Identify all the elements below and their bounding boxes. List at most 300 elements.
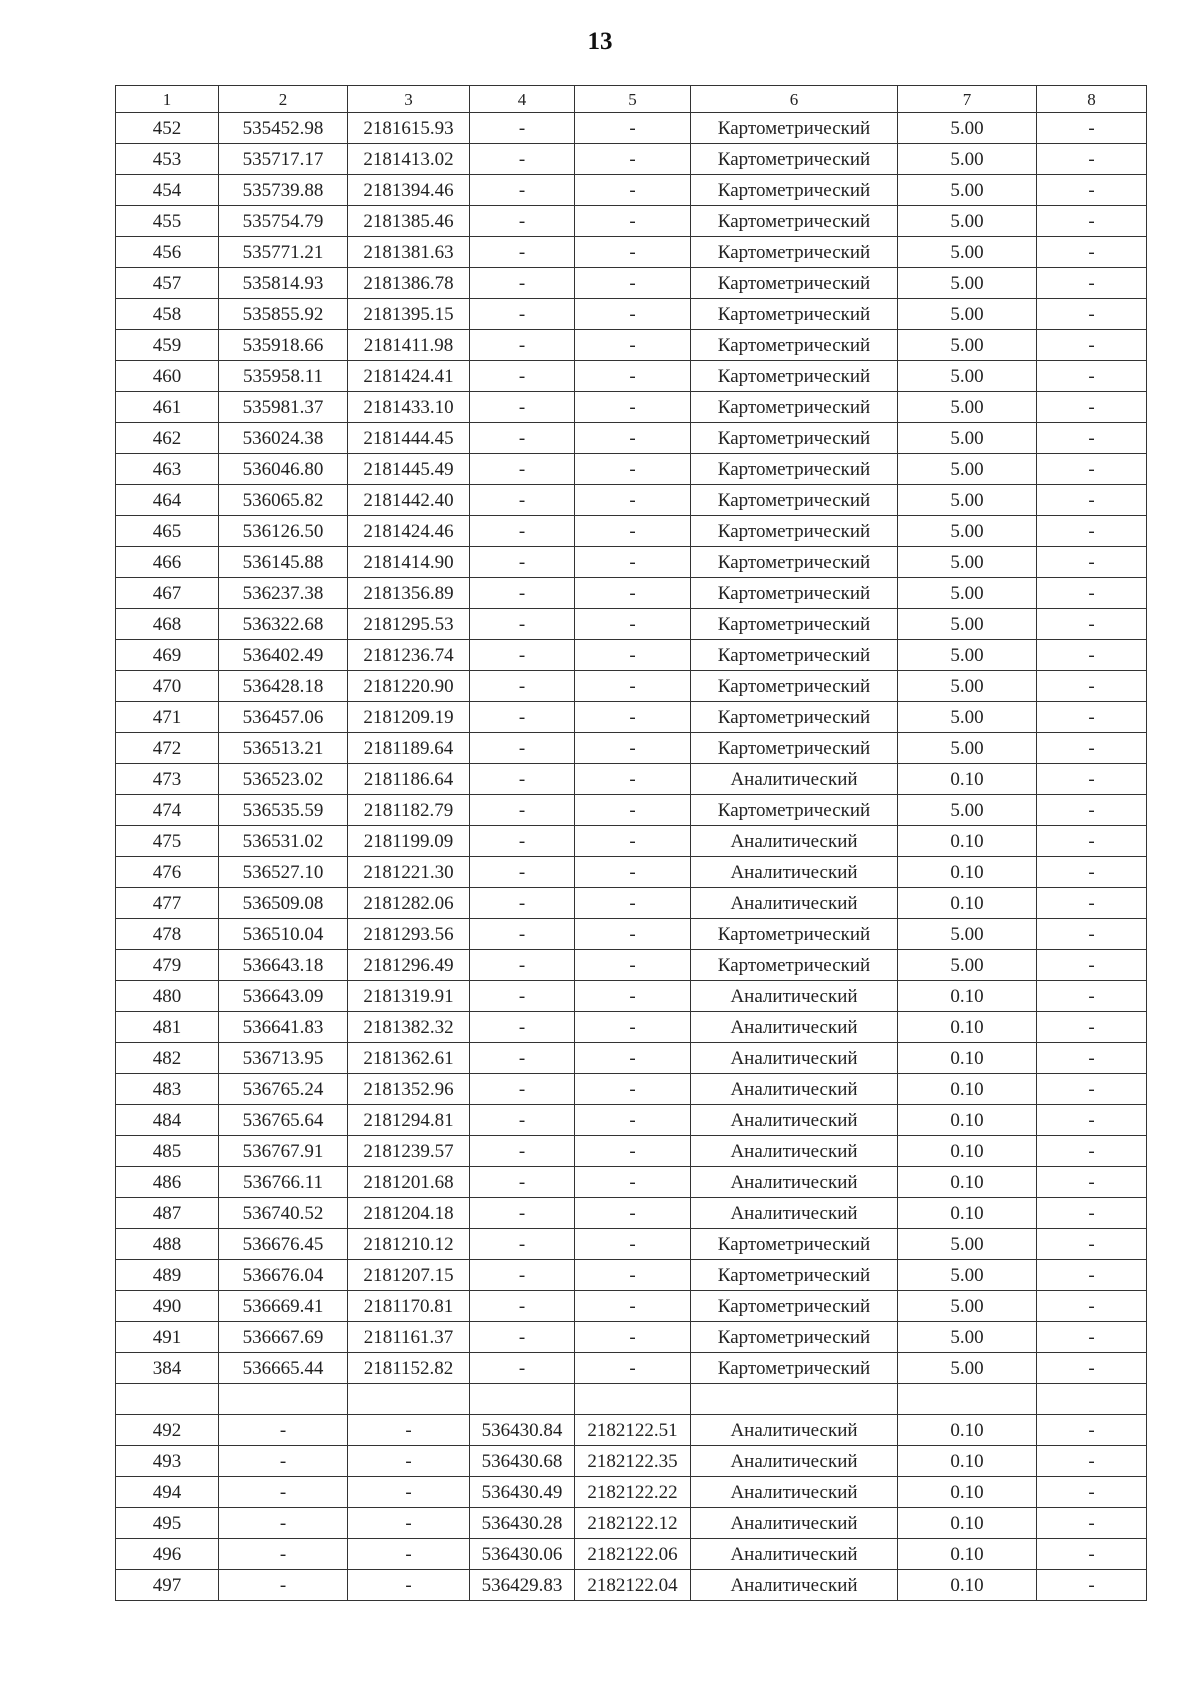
table-cell: 384 — [116, 1353, 219, 1384]
table-cell: 5.00 — [898, 113, 1037, 144]
table-cell: - — [470, 113, 575, 144]
table-cell: 481 — [116, 1012, 219, 1043]
table-cell: 0.10 — [898, 1198, 1037, 1229]
table-cell: 469 — [116, 640, 219, 671]
table-row — [116, 268, 1147, 299]
table-cell: - — [575, 826, 691, 857]
table-cell: 0.10 — [898, 1477, 1037, 1508]
table-body — [116, 113, 1147, 1601]
table-cell: 2181199.09 — [348, 826, 470, 857]
table-cell: - — [470, 1198, 575, 1229]
table-row — [116, 826, 1147, 857]
table-cell: - — [470, 268, 575, 299]
table-cell: - — [1037, 950, 1147, 981]
table-cell: Аналитический — [691, 1043, 898, 1074]
table-cell: 535717.17 — [219, 144, 348, 175]
table-cell: 536531.02 — [219, 826, 348, 857]
table-cell: Аналитический — [691, 1136, 898, 1167]
table-cell: 2181615.93 — [348, 113, 470, 144]
table-cell: 0.10 — [898, 764, 1037, 795]
table-cell: - — [575, 1353, 691, 1384]
table-cell: - — [1037, 1570, 1147, 1601]
table-cell: 535771.21 — [219, 237, 348, 268]
table-cell: 5.00 — [898, 919, 1037, 950]
column-header: 6 — [691, 86, 898, 113]
table-cell: - — [1037, 1260, 1147, 1291]
table-cell: 2181282.06 — [348, 888, 470, 919]
table-cell: 536713.95 — [219, 1043, 348, 1074]
table-cell: 487 — [116, 1198, 219, 1229]
table-cell: 0.10 — [898, 981, 1037, 1012]
table-cell: Картометрический — [691, 423, 898, 454]
table-cell: 0.10 — [898, 1136, 1037, 1167]
table-cell: 535855.92 — [219, 299, 348, 330]
table-cell: Картометрический — [691, 175, 898, 206]
table-cell: 464 — [116, 485, 219, 516]
table-cell: - — [1037, 1353, 1147, 1384]
table-row — [116, 1198, 1147, 1229]
table-cell: 2182122.06 — [575, 1539, 691, 1570]
table-cell: 497 — [116, 1570, 219, 1601]
table-cell: - — [575, 1322, 691, 1353]
table-cell: Картометрический — [691, 578, 898, 609]
table-row — [116, 857, 1147, 888]
table-cell: - — [219, 1415, 348, 1446]
table-cell: - — [470, 330, 575, 361]
table-cell: Картометрический — [691, 113, 898, 144]
table-cell: 477 — [116, 888, 219, 919]
table-cell: 2182122.51 — [575, 1415, 691, 1446]
table-cell: Аналитический — [691, 1446, 898, 1477]
table-cell: Картометрический — [691, 1322, 898, 1353]
table-row — [116, 144, 1147, 175]
table-cell: 5.00 — [898, 299, 1037, 330]
table-cell: 535814.93 — [219, 268, 348, 299]
table-cell: - — [470, 485, 575, 516]
table-cell: 0.10 — [898, 1570, 1037, 1601]
table-cell: 2181413.02 — [348, 144, 470, 175]
table-cell: 484 — [116, 1105, 219, 1136]
table-cell: 536430.06 — [470, 1539, 575, 1570]
table-cell: 2181220.90 — [348, 671, 470, 702]
table-cell: - — [470, 1353, 575, 1384]
table-cell: Картометрический — [691, 733, 898, 764]
table-row — [116, 299, 1147, 330]
table-cell: - — [1037, 981, 1147, 1012]
table-cell: 536643.18 — [219, 950, 348, 981]
table-cell: - — [575, 578, 691, 609]
table-cell: - — [575, 1043, 691, 1074]
table-cell: 465 — [116, 516, 219, 547]
table-cell: 495 — [116, 1508, 219, 1539]
table-cell: Картометрический — [691, 516, 898, 547]
table-cell — [116, 1384, 219, 1415]
table-cell: - — [470, 516, 575, 547]
table-cell: 2181424.46 — [348, 516, 470, 547]
table-cell: 2181394.46 — [348, 175, 470, 206]
table-cell — [348, 1384, 470, 1415]
table-cell: - — [470, 888, 575, 919]
table-cell: Картометрический — [691, 1260, 898, 1291]
table-row — [116, 1043, 1147, 1074]
table-cell: - — [470, 454, 575, 485]
table-cell: - — [219, 1539, 348, 1570]
table-cell: 2181294.81 — [348, 1105, 470, 1136]
table-cell: - — [1037, 857, 1147, 888]
table-cell: 0.10 — [898, 1508, 1037, 1539]
table-cell: - — [1037, 702, 1147, 733]
table-cell: - — [575, 392, 691, 423]
table-cell: 2181442.40 — [348, 485, 470, 516]
table-cell: 5.00 — [898, 175, 1037, 206]
table-cell: - — [470, 144, 575, 175]
table-cell: 0.10 — [898, 1446, 1037, 1477]
table-cell: Картометрический — [691, 671, 898, 702]
table-cell: Картометрический — [691, 237, 898, 268]
table-cell: 536430.84 — [470, 1415, 575, 1446]
table-cell: 536237.38 — [219, 578, 348, 609]
table-cell: - — [575, 950, 691, 981]
table-cell: 5.00 — [898, 733, 1037, 764]
table-cell: 2181362.61 — [348, 1043, 470, 1074]
table-cell: - — [575, 702, 691, 733]
table-cell: - — [470, 671, 575, 702]
table-cell: 536740.52 — [219, 1198, 348, 1229]
table-cell: - — [470, 423, 575, 454]
table-cell: - — [1037, 826, 1147, 857]
table-row — [116, 1384, 1147, 1415]
table-cell: - — [470, 206, 575, 237]
table-cell: Картометрический — [691, 206, 898, 237]
table-cell: Картометрический — [691, 299, 898, 330]
page-number: 13 — [587, 28, 613, 55]
table-cell: 491 — [116, 1322, 219, 1353]
table-cell: 0.10 — [898, 1043, 1037, 1074]
table-cell: Аналитический — [691, 1198, 898, 1229]
table-cell: - — [470, 1322, 575, 1353]
table-row — [116, 950, 1147, 981]
table-cell: 0.10 — [898, 1074, 1037, 1105]
table-cell: Аналитический — [691, 1105, 898, 1136]
column-header: 2 — [219, 86, 348, 113]
table-cell: - — [575, 268, 691, 299]
table-cell: - — [348, 1508, 470, 1539]
table-cell: Картометрический — [691, 950, 898, 981]
table-cell: - — [1037, 547, 1147, 578]
table-cell: 2181161.37 — [348, 1322, 470, 1353]
table-cell: Картометрический — [691, 609, 898, 640]
table-cell: - — [1037, 1074, 1147, 1105]
table-cell: 0.10 — [898, 857, 1037, 888]
table-cell: 5.00 — [898, 1353, 1037, 1384]
table-cell: 536065.82 — [219, 485, 348, 516]
table-cell: Аналитический — [691, 764, 898, 795]
table-cell: 536322.68 — [219, 609, 348, 640]
table-cell: 2181433.10 — [348, 392, 470, 423]
table-cell: - — [575, 1105, 691, 1136]
table-cell: - — [575, 1198, 691, 1229]
table-cell: 2182122.35 — [575, 1446, 691, 1477]
table-cell: - — [575, 981, 691, 1012]
table-cell: - — [1037, 1198, 1147, 1229]
table-cell: - — [470, 1229, 575, 1260]
table-cell: - — [348, 1415, 470, 1446]
table-cell: - — [575, 888, 691, 919]
table-cell: 480 — [116, 981, 219, 1012]
table-cell: 2181152.82 — [348, 1353, 470, 1384]
table-row — [116, 516, 1147, 547]
table-cell: - — [1037, 1136, 1147, 1167]
table-row — [116, 1477, 1147, 1508]
table-cell: 5.00 — [898, 454, 1037, 485]
table-cell: - — [1037, 330, 1147, 361]
table-cell: - — [470, 640, 575, 671]
table-cell: - — [1037, 392, 1147, 423]
table-row — [116, 237, 1147, 268]
table-cell: 536767.91 — [219, 1136, 348, 1167]
table-cell: 536429.83 — [470, 1570, 575, 1601]
table-cell: - — [1037, 1477, 1147, 1508]
table-cell: - — [1037, 144, 1147, 175]
table-cell: 536676.04 — [219, 1260, 348, 1291]
table-cell — [898, 1384, 1037, 1415]
table-cell — [691, 1384, 898, 1415]
table-cell: 452 — [116, 113, 219, 144]
table-cell: - — [1037, 1415, 1147, 1446]
table-cell: 5.00 — [898, 237, 1037, 268]
table-row — [116, 1012, 1147, 1043]
table-cell: 5.00 — [898, 547, 1037, 578]
table-cell: - — [1037, 609, 1147, 640]
table-cell: Аналитический — [691, 888, 898, 919]
table-cell: 2181411.98 — [348, 330, 470, 361]
table-cell: - — [1037, 485, 1147, 516]
table-cell: - — [575, 330, 691, 361]
table-cell: 536430.68 — [470, 1446, 575, 1477]
table-cell: 536428.18 — [219, 671, 348, 702]
table-row — [116, 888, 1147, 919]
table-cell: 490 — [116, 1291, 219, 1322]
table-cell: - — [1037, 1105, 1147, 1136]
table-row — [116, 671, 1147, 702]
table-cell: - — [1037, 1291, 1147, 1322]
table-cell: 0.10 — [898, 1167, 1037, 1198]
table-cell: Картометрический — [691, 1353, 898, 1384]
table-cell: 536024.38 — [219, 423, 348, 454]
table-row — [116, 764, 1147, 795]
table-cell: - — [470, 1074, 575, 1105]
table-cell: 5.00 — [898, 144, 1037, 175]
table-cell: 2181201.68 — [348, 1167, 470, 1198]
table-cell: 478 — [116, 919, 219, 950]
table-cell: - — [575, 485, 691, 516]
table-cell: Аналитический — [691, 1074, 898, 1105]
table-cell: - — [1037, 237, 1147, 268]
table-cell: 463 — [116, 454, 219, 485]
table-cell: Аналитический — [691, 1415, 898, 1446]
table-cell: 536509.08 — [219, 888, 348, 919]
table-row — [116, 1570, 1147, 1601]
table-cell: 471 — [116, 702, 219, 733]
table-cell: - — [470, 1105, 575, 1136]
table-cell: - — [1037, 1322, 1147, 1353]
table-cell: 2181170.81 — [348, 1291, 470, 1322]
table-cell: - — [470, 795, 575, 826]
table-cell: - — [1037, 795, 1147, 826]
table-cell: 2182122.04 — [575, 1570, 691, 1601]
table-cell: - — [470, 175, 575, 206]
table-cell: - — [575, 1074, 691, 1105]
table-cell: 535918.66 — [219, 330, 348, 361]
table-cell: 470 — [116, 671, 219, 702]
table-cell: 535739.88 — [219, 175, 348, 206]
table-cell: 5.00 — [898, 1291, 1037, 1322]
table-cell: 486 — [116, 1167, 219, 1198]
table-cell: Аналитический — [691, 857, 898, 888]
table-cell: Аналитический — [691, 1477, 898, 1508]
table-cell: 2181207.15 — [348, 1260, 470, 1291]
table-cell: Аналитический — [691, 1012, 898, 1043]
table-cell: 536145.88 — [219, 547, 348, 578]
table-cell: 2182122.22 — [575, 1477, 691, 1508]
table-row — [116, 1105, 1147, 1136]
table-cell: 2181236.74 — [348, 640, 470, 671]
table-cell: - — [470, 1043, 575, 1074]
table-cell: 468 — [116, 609, 219, 640]
table-cell: 475 — [116, 826, 219, 857]
table-cell: 2181186.64 — [348, 764, 470, 795]
table-cell: - — [470, 578, 575, 609]
table-cell: 467 — [116, 578, 219, 609]
table-cell: 2181424.41 — [348, 361, 470, 392]
table-cell: 2181293.56 — [348, 919, 470, 950]
table-cell: - — [575, 609, 691, 640]
table-cell: 5.00 — [898, 1229, 1037, 1260]
table-cell: 0.10 — [898, 1105, 1037, 1136]
table-cell: 0.10 — [898, 1415, 1037, 1446]
table-cell: 536513.21 — [219, 733, 348, 764]
table-row — [116, 423, 1147, 454]
table-row — [116, 1136, 1147, 1167]
table-cell: 535452.98 — [219, 113, 348, 144]
table-cell: Аналитический — [691, 826, 898, 857]
table-cell: - — [470, 237, 575, 268]
table-cell: 494 — [116, 1477, 219, 1508]
table-cell: 455 — [116, 206, 219, 237]
table-cell: 2181209.19 — [348, 702, 470, 733]
table-cell: - — [575, 1136, 691, 1167]
table-cell: 457 — [116, 268, 219, 299]
table-cell: - — [575, 857, 691, 888]
table-cell: 536676.45 — [219, 1229, 348, 1260]
table-cell: - — [470, 392, 575, 423]
table-cell: - — [470, 826, 575, 857]
table-cell: 476 — [116, 857, 219, 888]
table-row — [116, 1322, 1147, 1353]
table-row — [116, 175, 1147, 206]
table-cell: - — [1037, 640, 1147, 671]
table-cell: 488 — [116, 1229, 219, 1260]
table-cell: 2181444.45 — [348, 423, 470, 454]
table-cell: 496 — [116, 1539, 219, 1570]
table-cell: - — [575, 454, 691, 485]
table-row — [116, 1074, 1147, 1105]
table-row — [116, 454, 1147, 485]
table-cell: 472 — [116, 733, 219, 764]
table-cell: 453 — [116, 144, 219, 175]
table-cell: - — [219, 1570, 348, 1601]
table-cell: 454 — [116, 175, 219, 206]
table-cell: 461 — [116, 392, 219, 423]
table-cell: 459 — [116, 330, 219, 361]
table-cell: 5.00 — [898, 1260, 1037, 1291]
table-cell: 535958.11 — [219, 361, 348, 392]
table-cell: 2181221.30 — [348, 857, 470, 888]
table-cell: Картометрический — [691, 1291, 898, 1322]
table-cell: - — [575, 1229, 691, 1260]
table-cell: - — [470, 702, 575, 733]
table-cell: - — [1037, 578, 1147, 609]
table-cell: 485 — [116, 1136, 219, 1167]
table-row — [116, 1446, 1147, 1477]
table-cell: 2181204.18 — [348, 1198, 470, 1229]
table-row — [116, 578, 1147, 609]
table-row — [116, 1260, 1147, 1291]
table-cell: Аналитический — [691, 981, 898, 1012]
table-cell: - — [575, 1012, 691, 1043]
table-cell: 473 — [116, 764, 219, 795]
table-cell: 536430.28 — [470, 1508, 575, 1539]
table-cell: - — [1037, 423, 1147, 454]
table-cell: - — [1037, 361, 1147, 392]
table-cell: 2181295.53 — [348, 609, 470, 640]
table-cell: 2181189.64 — [348, 733, 470, 764]
table-cell: - — [575, 764, 691, 795]
table-cell: 456 — [116, 237, 219, 268]
table-row — [116, 733, 1147, 764]
table-cell: 5.00 — [898, 268, 1037, 299]
table-row — [116, 485, 1147, 516]
column-header: 1 — [116, 86, 219, 113]
table-cell: 536046.80 — [219, 454, 348, 485]
table-cell: 474 — [116, 795, 219, 826]
table-cell: - — [348, 1446, 470, 1477]
table-cell: 5.00 — [898, 795, 1037, 826]
table-cell: - — [575, 733, 691, 764]
table-cell: 2182122.12 — [575, 1508, 691, 1539]
table-row — [116, 1415, 1147, 1446]
table-cell: Картометрический — [691, 454, 898, 485]
table-cell: - — [575, 423, 691, 454]
table-row — [116, 702, 1147, 733]
coordinates-table — [115, 85, 1147, 1601]
table-cell: - — [575, 361, 691, 392]
table-cell — [1037, 1384, 1147, 1415]
table-cell: - — [575, 299, 691, 330]
table-cell: 2181385.46 — [348, 206, 470, 237]
table-cell: Картометрический — [691, 268, 898, 299]
table-cell: 2181182.79 — [348, 795, 470, 826]
table-row — [116, 1291, 1147, 1322]
table-cell: - — [470, 857, 575, 888]
table-cell: 2181382.32 — [348, 1012, 470, 1043]
table-cell: - — [1037, 1043, 1147, 1074]
table-cell: - — [470, 1291, 575, 1322]
table-cell: - — [470, 1012, 575, 1043]
table-cell: - — [575, 1167, 691, 1198]
table-row — [116, 1508, 1147, 1539]
table-cell: 535754.79 — [219, 206, 348, 237]
